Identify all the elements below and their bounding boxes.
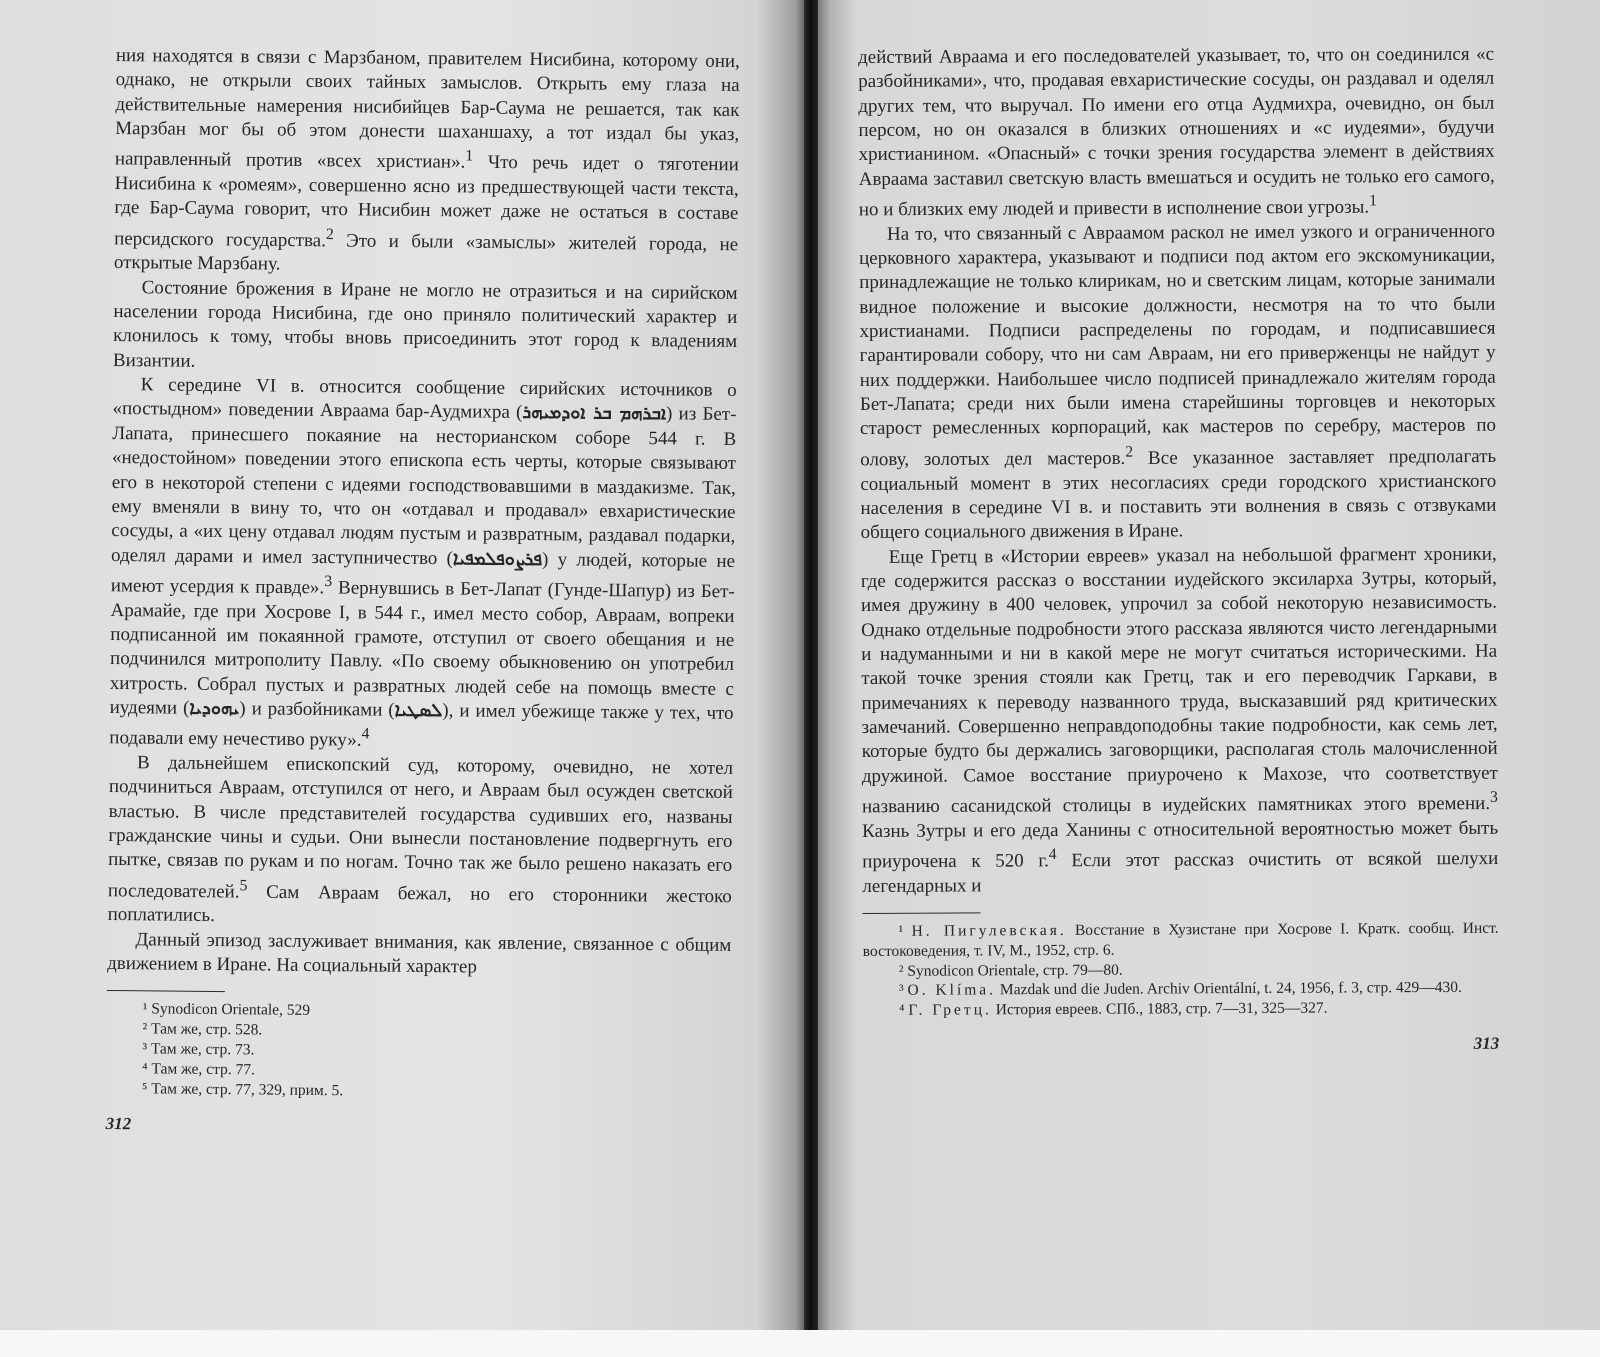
footnote: ⁵ Там же, стр. 77, 329, прим. 5. [141, 1079, 344, 1099]
footnote-rule [863, 912, 981, 914]
footnote: ² Там же, стр. 528. [142, 1020, 263, 1039]
footnote-author: Г. Гретц. [908, 1001, 992, 1019]
footnote-text: Mazdak und die Juden. Archiv Orientální, t. 24, 1956, f. 3, стр. 429—430. [995, 979, 1462, 999]
footnote-number: ¹ [898, 922, 904, 940]
footnote [863, 978, 1499, 1001]
right-footnotes [863, 919, 1500, 1021]
footnote-rule [107, 990, 225, 992]
left-paragraph-3 [109, 373, 737, 757]
footnote [863, 998, 1499, 1021]
footnote-ref: 4 [1048, 845, 1057, 863]
footnote-number: ⁴ [899, 1001, 905, 1019]
footnote-ref: 2 [325, 225, 334, 243]
footnote-ref: 2 [1125, 443, 1134, 461]
footnote-number: ³ [898, 982, 904, 1000]
left-text-column [106, 44, 740, 1140]
text-run: В дальнейшем епископский суд, которому, очевидно, не хотел подчиниться Авраам, отступился от него, и Авраам был осужден светской властью. В числе представителей государства судивших его, названы гражданские чины и судьи. Они вынесли постановление подвергнуть его пытке, связав по рукам и по ногам. Точно так же было решено наказать его последователей. [107, 752, 734, 903]
footnote-ref: 4 [361, 725, 370, 743]
text-run: Сам Авраам бежал, но его сторонники жестоко поплатились. [107, 881, 732, 927]
footnote: ³ Там же, стр. 73. [142, 1040, 255, 1059]
page-number: 312 [105, 1114, 132, 1134]
footnote: ² Synodicon Orientale, стр. 79—80. [898, 961, 1123, 980]
left-paragraph-5: Данный эпизод заслуживает внимания, как явление, связанное с общим движением в Иране. На социальный характер [107, 928, 732, 978]
footnote [863, 919, 1499, 962]
text-run: Это и были «замыслы» жителей города, не открытые Марзбану. [113, 230, 739, 275]
text-run: ), и имел убежище также у тех, что подавали ему нечестиво руку». [109, 700, 734, 751]
text-run: К середине VI в. относится сообщение сирийских источников о «постыдном» поведении Авраама бар-Аудмихра ( [112, 374, 737, 424]
left-paragraph-1 [114, 44, 740, 282]
footnote-ref: 3 [1489, 788, 1498, 806]
footnote: ⁴ Там же, стр. 77. [142, 1060, 256, 1079]
scan-margin [0, 1330, 1600, 1357]
text-run: Еще Гретц в «Истории евреев» указал на небольшой фрагмент хроники, где содержится рассказ о восстании иудейского эксиларха Зутры, который, имея дружину в 400 человек, упрочил за собой некоторую независимость. Однако отдельные подробности этого рассказа являются чисто легендарными и надуманными и ни в какой мере не могут считаться историческими. На такой точке зрения стояли как Гретц, так и его переводчик Гаркави, в примечаниях к переводу названного труда, высказавший ряд критических замечаний. Совершенно неправдоподобны такие подробности, как семь лет, которые будто бы держались заговорщики, располагая столь малочисленной дружиной. Самое восстание приурочено к Махозе, что соответствует названию сасанидской столицы в иудейских памятниках этого времени. [860, 543, 1498, 818]
text-run: На то, что связанный с Авраамом раскол не имел узкого и ограниченного церковного характера, указывают и подписи под актом его экскомуникации, принадлежащие не только клирикам, но и светским лицам, которые занимали видное положение и высокие должности, несмотря на то что были христианами. Подписи распределены по городам, и подписавшиеся гарантировали собору, что ни сам Авраам, ни его приверженцы не найдут у них поддержки. Наибольшее число подписей принадлежало жителям города Бет-Лапата; среди них были имена старейшины торговцев и некоторых старост ремесленных корпораций, как мастеров по серебру, мастеров по олову, золотых дел мастеров. [859, 220, 1497, 471]
footnote-text: Восстание в Хузистане при Хосрове I. Кратк. сообщ. Инст. востоковедения, т. IV, М., 1952, стр. 6. [862, 919, 1499, 960]
syriac-phrase: ܦܪܨܘܦܠܡܦܝܐ [452, 547, 543, 570]
left-paragraph-2: Состояние брожения в Иране не могло не отразиться и на сирийском населении города Нисибина, где оно приняло политический характер и клонилось к тому, чтобы вновь присоединить этот город к владениям Византии. [112, 277, 738, 372]
right-body-text [858, 43, 1498, 899]
book-gutter [804, 0, 818, 1357]
syriac-phrase: ܠܣܛܝܐ [394, 699, 443, 722]
text-run: Что речь идет о тяготении Нисибина к «ромеям», совершенно ясно из предшествующей части текста, где Бар-Саума говорит, что Нисибин может даже не остаться в составе персидского государства. [114, 152, 739, 252]
footnote-ref: 1 [1369, 192, 1378, 210]
footnote-text: История евреев. СПб., 1883, стр. 7—31, 325—327. [991, 999, 1328, 1019]
right-paragraph-2 [859, 219, 1497, 545]
text-run: Казнь Зутры и его деда Ханины с относительной вероятностью может быть приурочена к 520 г. [862, 817, 1499, 873]
footnote: ¹ Synodicon Orientale, 529 [142, 1000, 311, 1020]
right-text-column [858, 43, 1499, 1057]
footnote-ref: 5 [239, 876, 248, 894]
left-body-text [107, 44, 740, 982]
footnote-author: O. Klíma. [907, 981, 997, 1000]
right-paragraph-3 [861, 542, 1499, 899]
footnote-ref: 3 [324, 572, 333, 590]
page-number: 313 [1473, 1033, 1500, 1053]
text-run: ния находятся в связи с Марзбаном, правителем Нисибина, которому они, однако, не открыли своих тайных замыслов. Открыть ему глаза на действительные намерения нисибийцев Бар-Саума не решается, так как Марзбан мог бы об этом донести шаханшаху, а тот издал бы указ, направленный против «всех христиан». [114, 44, 740, 174]
text-run: ) у людей, которые не имеют усердия к правде». [110, 548, 736, 599]
text-run: Вернувшись в Бет-Лапат (Гунде-Шапур) из Бет-Арамайе, где при Хосрове I, в 544 г., имел место собор, Авраам, вопреки подписанной им покаянной грамоте, отступил от своего обещания и не подчинился митрополиту Павлу. «По своему обыкновению он употребил хитрость. Собрал пустых и развратных людей себе на помощь вместе с иудеями ( [109, 577, 735, 719]
right-page [818, 0, 1600, 1357]
text-run: ) из Бет-Лапата, принесшего покаяние на несторианском соборе 544 г. В «недостойном» поведении этого епископа есть черты, которые связывают его в некоторой степени с идеями господствовавшими в маздакизме. Так, ему вменяли в вину то, что он «отдавал и продавал» евхаристические сосуды, а «их цену отдавал людям пустым и развратным, раздавал подарки, оделял дарами и имел заступничество ( [110, 403, 737, 569]
syriac-phrase: ܐܒܪܗܡ ܒܪ ܐܘܕܡܝܗܪ [522, 402, 667, 425]
footnote-author: Н. Пигулевская. [911, 921, 1067, 940]
text-run: ) и разбойниками ( [239, 698, 395, 721]
footnote-ref: 1 [465, 147, 474, 165]
left-paragraph-4 [108, 751, 734, 934]
right-paragraph-1 [858, 43, 1495, 223]
text-run: действий Авраама и его последователей указывает, то, что он соединился «с разбойниками», что, продавая евхаристические сосуды, он раздавал и оделял других тем, что выручал. По имени его отца Аудмихра, очевидно, он был персом, но он оказался в близких отношениях и «с иудеями», будучи христианином. «Опасный» с точки зрения государства элемент в действиях Авраама заставил светскую власть вмешаться и осудить не только его самого, но и близких ему людей и привести в исполнение свои угрозы. [858, 43, 1495, 221]
left-footnotes [106, 999, 731, 1104]
text-run: Если этот рассказ очистить от всякой шелухи легендарных и [862, 847, 1499, 897]
text-run: Все указанное заставляет предполагать социальный момент в этих несогласиях среди городского христианского населения в середине VI в. и поставить эти волнения в связь с отзвуками общего социального движения в Иране. [860, 445, 1497, 544]
syriac-phrase: ܝܗܘܕܝܐ [189, 697, 240, 720]
